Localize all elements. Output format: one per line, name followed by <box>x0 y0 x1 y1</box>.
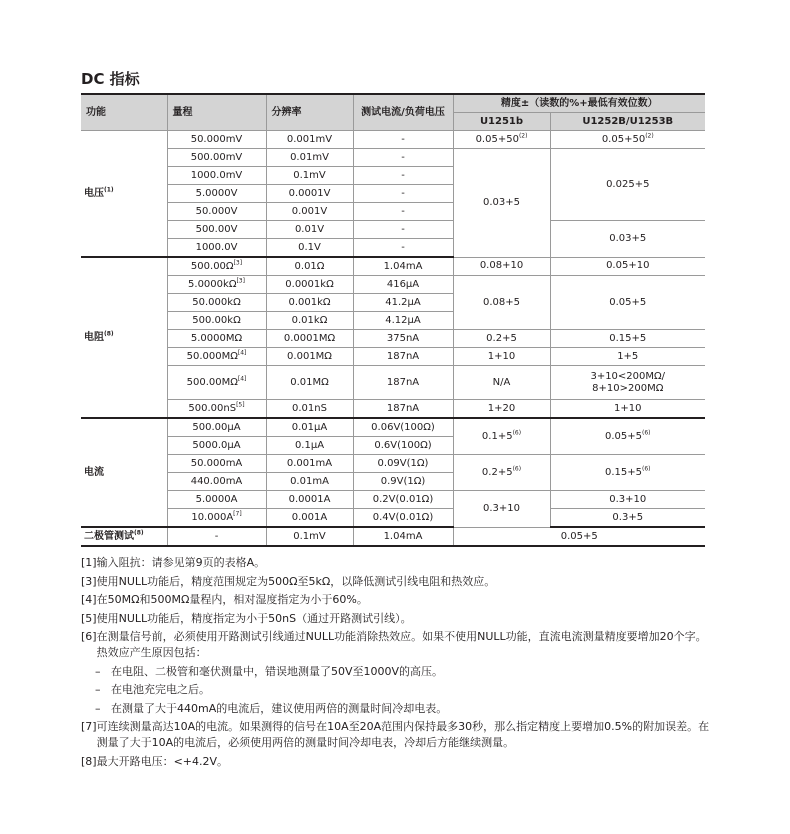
range-cell: 500.00μA <box>167 418 266 437</box>
table-row <box>81 400 705 419</box>
test-current-cell: - <box>353 239 453 258</box>
resolution-cell: 0.01Ω <box>266 257 353 276</box>
accuracy-a-cell: N/A <box>453 366 550 400</box>
accuracy-a-cell: 0.08+5 <box>453 276 550 330</box>
test-current-cell: - <box>353 131 453 149</box>
accuracy-b-cell: 0.15+5 <box>550 330 705 348</box>
accuracy-a-cell: $0.1+5^{(6)}$ <box>453 418 550 455</box>
header-model-a: U1251b <box>453 113 550 131</box>
resolution-cell: 0.001MΩ <box>266 348 353 366</box>
range-cell: 50.000kΩ <box>167 294 266 312</box>
footnote: [6] 在测量信号前，必须使用开路测试引线通过NULL功能消除热效应。如果不使用NULL功能，直流电流测量精度要增加20个字。热效应产生原因包括： <box>81 630 707 659</box>
resolution-cell: 0.001V <box>266 203 353 221</box>
test-current-cell: - <box>353 203 453 221</box>
range-cell: 5.0000A <box>167 491 266 509</box>
range-cell: 50.000V <box>167 203 266 221</box>
table-row <box>81 131 705 149</box>
resistance-group <box>81 257 705 418</box>
dc-spec-table <box>81 93 705 547</box>
accuracy-a-cell: 0.2+5 <box>453 330 550 348</box>
range-cell: 500.00Ω[3] <box>167 257 266 276</box>
accuracy-b-cell: 1+10 <box>550 400 705 419</box>
accuracy-a-cell: 1+10 <box>453 348 550 366</box>
accuracy-b-cell: 0.3+5 <box>550 509 705 528</box>
range-cell: 50.000mV <box>167 131 266 149</box>
footnote: [4] 在50MΩ和500MΩ量程内，相对湿度指定为小于60%。 <box>81 593 368 606</box>
accuracy-a-cell: $0.05+50^{(2)}$ <box>453 131 550 149</box>
range-cell: 500.00kΩ <box>167 312 266 330</box>
test-current-cell: 0.09V(1Ω) <box>353 455 453 473</box>
table-row <box>81 418 705 437</box>
test-current-cell: - <box>353 167 453 185</box>
test-current-cell: 0.2V(0.01Ω) <box>353 491 453 509</box>
resolution-cell: 0.01mV <box>266 149 353 167</box>
table-row <box>81 348 705 366</box>
range-cell: 1000.0V <box>167 239 266 258</box>
accuracy-b-cell: 0.05+10 <box>550 257 705 276</box>
table-row <box>81 257 705 276</box>
range-cell: 1000.0mV <box>167 167 266 185</box>
resolution-cell: 0.1V <box>266 239 353 258</box>
footnote: [7] 可连续测量高达10A的电流。如果测得的信号在10A至20A范围内保持最多30秒，那么指定精度上要增加0.5%的附加误差。在测量了大于10A的电流后，必须使用两倍的测量时间冷却电表，冷却后方能继续测量。 <box>81 720 710 749</box>
test-current-cell: 0.9V(1Ω) <box>353 473 453 491</box>
resolution-cell: 0.001mV <box>266 131 353 149</box>
accuracy-a-cell: $0.2+5^{(6)}$ <box>453 455 550 491</box>
voltage-group <box>81 131 705 258</box>
range-cell: 500.00nS[5] <box>167 400 266 419</box>
range-cell: 500.00MΩ[4] <box>167 366 266 400</box>
footnote: [8] 最大开路电压：<+4.2V。 <box>81 754 229 768</box>
table-row <box>81 221 705 239</box>
diode-group <box>81 527 705 546</box>
resolution-cell: 0.01μA <box>266 418 353 437</box>
range-cell: 440.00mA <box>167 473 266 491</box>
footnote-bullet: – 在测量了大于440mA的电流后，建议使用两倍的测量时间冷却电表。 <box>95 701 448 715</box>
table-row <box>81 455 705 473</box>
header-function: 功能 <box>81 94 167 131</box>
test-current-cell: 4.12μA <box>353 312 453 330</box>
resolution-cell: 0.1mV <box>266 167 353 185</box>
accuracy-b-cell: 0.3+10 <box>550 491 705 509</box>
range-cell: 500.00V <box>167 221 266 239</box>
test-current-cell: 187nA <box>353 348 453 366</box>
test-current-cell: 375nA <box>353 330 453 348</box>
resolution-cell: 0.01kΩ <box>266 312 353 330</box>
resolution-cell: 0.1mV <box>266 527 353 546</box>
function-voltage: 电压$^{(1)}$ <box>81 131 167 258</box>
header-range: 量程 <box>167 94 266 131</box>
accuracy-a-cell: 1+20 <box>453 400 550 419</box>
test-current-cell: 0.06V(100Ω) <box>353 418 453 437</box>
range-cell: 5.0000MΩ <box>167 330 266 348</box>
header-model-b: U1252B/U1253B <box>550 113 705 131</box>
resolution-cell: 0.01mA <box>266 473 353 491</box>
resolution-cell: 0.0001MΩ <box>266 330 353 348</box>
function-diode: 二极管测试$^{(8)}$ <box>81 527 167 546</box>
footnote: [1] 输入阻抗：请参见第9页的表格A。 <box>81 556 266 569</box>
resolution-cell: 0.0001A <box>266 491 353 509</box>
test-current-cell: 0.6V(100Ω) <box>353 437 453 455</box>
resolution-cell: 0.0001V <box>266 185 353 203</box>
resolution-cell: 0.001mA <box>266 455 353 473</box>
resolution-cell: 0.01V <box>266 221 353 239</box>
accuracy-b-cell: $0.05+50^{(2)}$ <box>550 131 705 149</box>
test-current-cell: 1.04mA <box>353 257 453 276</box>
resolution-cell: 0.001kΩ <box>266 294 353 312</box>
function-resistance: 电阻$^{(8)}$ <box>81 257 167 418</box>
accuracy-b-cell: $0.15+5^{(6)}$ <box>550 455 705 491</box>
table-row <box>81 276 705 294</box>
test-current-cell: - <box>353 149 453 167</box>
resolution-cell: 0.01MΩ <box>266 366 353 400</box>
resolution-cell: 0.1μA <box>266 437 353 455</box>
header-accuracy: 精度±（读数的%+最低有效位数） <box>453 94 705 113</box>
range-cell: 5000.0μA <box>167 437 266 455</box>
accuracy-b-cell: 3+10<200MΩ/ 8+10>200MΩ <box>550 366 705 400</box>
footnotes <box>81 555 711 772</box>
resolution-cell: 0.0001kΩ <box>266 276 353 294</box>
table-row <box>81 330 705 348</box>
accuracy-b-cell: 0.05+5 <box>550 276 705 330</box>
range-cell: 50.000MΩ[4] <box>167 348 266 366</box>
test-current-cell: 1.04mA <box>353 527 453 546</box>
accuracy-a-cell: 0.08+10 <box>453 257 550 276</box>
table-row <box>81 527 705 546</box>
range-cell: 50.000mA <box>167 455 266 473</box>
footnote-bullet: – 在电池充完电之后。 <box>95 683 210 696</box>
header-resolution: 分辨率 <box>266 94 353 131</box>
accuracy-b-cell: 0.03+5 <box>550 221 705 258</box>
accuracy-b-cell: 0.025+5 <box>550 149 705 221</box>
test-current-cell: - <box>353 221 453 239</box>
test-current-cell: 0.4V(0.01Ω) <box>353 509 453 528</box>
current-group <box>81 418 705 527</box>
accuracy-cell: 0.05+5 <box>453 527 705 546</box>
accuracy-a-cell: 0.3+10 <box>453 491 550 528</box>
function-current: 电流 <box>81 418 167 527</box>
table-row <box>81 149 705 167</box>
test-current-cell: - <box>353 185 453 203</box>
test-current-cell: 187nA <box>353 366 453 400</box>
footnote-bullet: – 在电阻、二极管和毫伏测量中，错误地测量了50V至1000V的高压。 <box>95 664 444 678</box>
accuracy-b-cell: 1+5 <box>550 348 705 366</box>
accuracy-a-cell: 0.03+5 <box>453 149 550 258</box>
table-row <box>81 366 705 400</box>
range-cell: 10.000A[7] <box>167 509 266 528</box>
table-row <box>81 491 705 509</box>
page-title: DC 指标 <box>81 70 140 88</box>
range-cell: 500.00mV <box>167 149 266 167</box>
resolution-cell: 0.001A <box>266 509 353 528</box>
table-row <box>81 509 705 528</box>
test-current-cell: 187nA <box>353 400 453 419</box>
resolution-cell: 0.01nS <box>266 400 353 419</box>
test-current-cell: 416μA <box>353 276 453 294</box>
accuracy-b-cell: $0.05+5^{(6)}$ <box>550 418 705 455</box>
range-cell: 5.0000kΩ[3] <box>167 276 266 294</box>
header-test-current: 测试电流/负荷电压 <box>353 94 453 131</box>
range-cell: - <box>167 527 266 546</box>
range-cell: 5.0000V <box>167 185 266 203</box>
footnote: [5] 使用NULL功能后，精度指定为小于50nS（通过开路测试引线）。 <box>81 611 412 625</box>
footnote: [3] 使用NULL功能后，精度范围规定为500Ω至5kΩ，以降低测试引线电阻和热效应。 <box>81 574 496 588</box>
test-current-cell: 41.2μA <box>353 294 453 312</box>
